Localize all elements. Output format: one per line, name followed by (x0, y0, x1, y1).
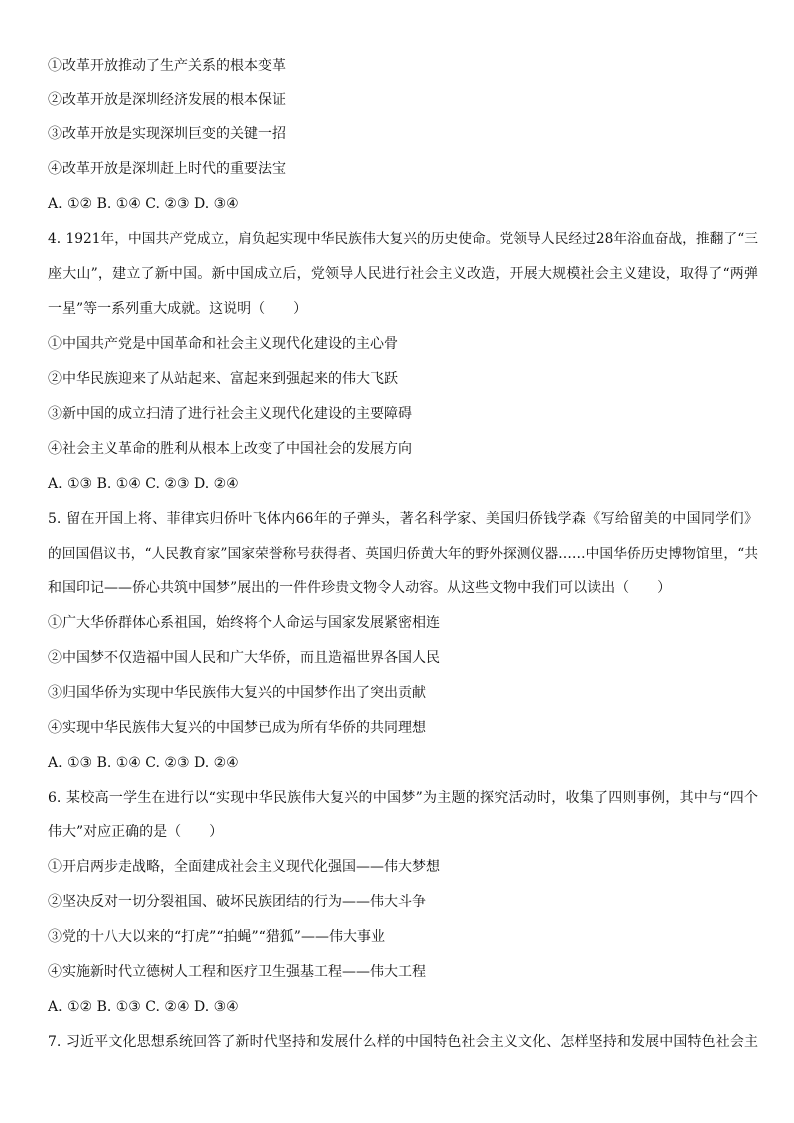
question-5-line-3: 和国印记——侨心共筑中国梦”展出的一件件珍贵文物令人动容。从这些文物中我们可以读出（ ） (48, 580, 672, 596)
option-q5-2: ②中国梦不仅造福中国人民和广大华侨，而且造福世界各国人民 (48, 650, 440, 666)
option-q4-1: ①中国共产党是中国革命和社会主义现代化建设的主心骨 (48, 336, 398, 352)
option-q4-4: ④社会主义革命的胜利从根本上改变了中国社会的发展方向 (48, 441, 412, 457)
option-q4-2: ②中华民族迎来了从站起来、富起来到强起来的伟大飞跃 (48, 371, 398, 387)
question-6-line-2: 伟大”对应正确的是（ ） (48, 824, 224, 840)
question-4-line-3: 一星”等一系列重大成就。这说明（ ） (48, 301, 308, 317)
question-5-line-2: 的回国倡议书，“人民教育家”国家荣誉称号获得者、英国归侨黄大年的野外探测仪器……中国华侨历史博物馆里，“共 (48, 546, 758, 562)
choices-q6: A. ①② B. ①③ C. ②④ D. ③④ (48, 999, 239, 1015)
option-q3-4: ④改革开放是深圳赶上时代的重要法宝 (48, 161, 286, 177)
option-q3-1: ①改革开放推动了生产关系的根本变革 (48, 58, 286, 74)
option-q6-1: ①开启两步走战略，全面建成社会主义现代化强国——伟大梦想 (48, 859, 440, 875)
option-q5-1: ①广大华侨群体心系祖国，始终将个人命运与国家发展紧密相连 (48, 615, 440, 631)
choices-q5: A. ①③ B. ①④ C. ②③ D. ②④ (48, 755, 239, 771)
option-q6-2: ②坚决反对一切分裂祖国、破坏民族团结的行为——伟大斗争 (48, 894, 426, 910)
question-4-line-2: 座大山”，建立了新中国。新中国成立后，党领导人民进行社会主义改造，开展大规模社会主义建设，取得了“两弹 (48, 266, 758, 282)
option-q4-3: ③新中国的成立扫清了进行社会主义现代化建设的主要障碍 (48, 406, 412, 422)
question-4-line-1: 4. 1921年，中国共产党成立，肩负起实现中华民族伟大复兴的历史使命。党领导人民经过28年浴血奋战，推翻了“三 (48, 231, 758, 247)
question-5-line-1: 5. 留在开国上将、菲律宾归侨叶飞体内66年的子弹头，著名科学家、美国归侨钱学森《写给留美的中国同学们》 (48, 511, 758, 527)
option-q5-3: ③归国华侨为实现中华民族伟大复兴的中国梦作出了突出贡献 (48, 685, 426, 701)
question-7-line-1: 7. 习近平文化思想系统回答了新时代坚持和发展什么样的中国特色社会主义文化、怎样坚持和发展中国特色社会主 (48, 1034, 758, 1050)
option-q6-4: ④实施新时代立德树人工程和医疗卫生强基工程——伟大工程 (48, 964, 426, 980)
option-q6-3: ③党的十八大以来的“打虎”“拍蝇”“猎狐”——伟大事业 (48, 929, 385, 945)
option-q3-3: ③改革开放是实现深圳巨变的关键一招 (48, 126, 286, 142)
choices-q3: A. ①② B. ①④ C. ②③ D. ③④ (48, 196, 239, 212)
choices-q4: A. ①③ B. ①④ C. ②③ D. ②④ (48, 476, 239, 492)
option-q3-2: ②改革开放是深圳经济发展的根本保证 (48, 92, 286, 108)
question-6-line-1: 6. 某校高一学生在进行以“实现中华民族伟大复兴的中国梦”为主题的探究活动时，收集了四则事例，其中与“四个 (48, 790, 758, 806)
option-q5-4: ④实现中华民族伟大复兴的中国梦已成为所有华侨的共同理想 (48, 720, 426, 736)
